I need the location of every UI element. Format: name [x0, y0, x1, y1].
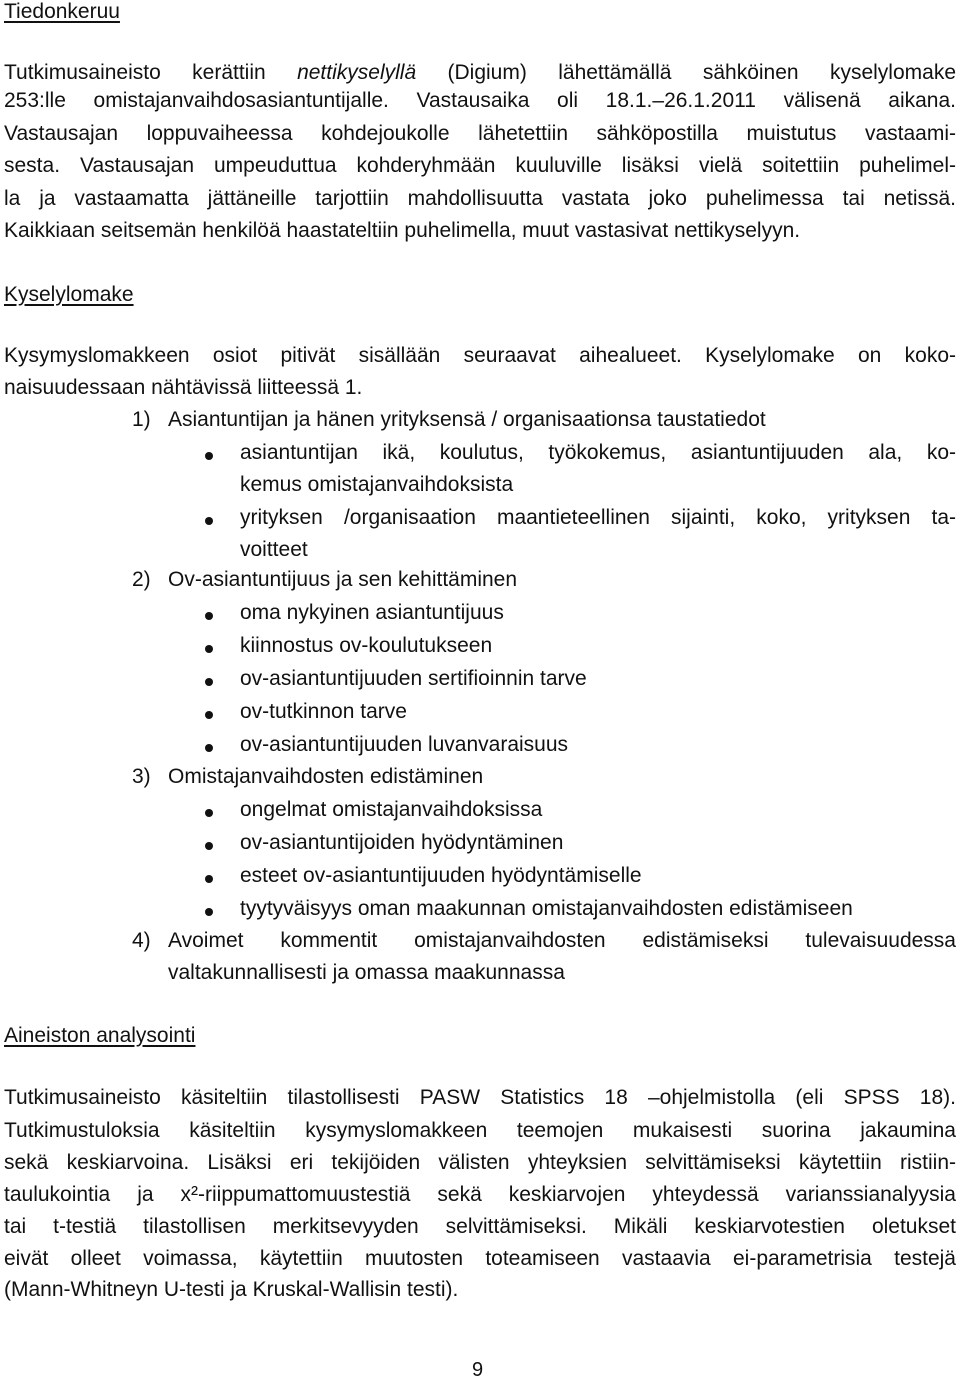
paragraph-line: naisuudessaan nähtävissä liitteessä 1. — [4, 376, 363, 399]
paragraph-line: Tutkimustuloksia käsiteltiin kysymyslomakkeen teemojen mukaisesti suorina jakaumina — [4, 1119, 956, 1142]
bullet-icon — [205, 875, 213, 883]
paragraph-line: eivät olleet voimassa, käytettiin muutosten toteamiseen vastaavia ei-parametrisia testejä — [4, 1247, 956, 1270]
page-number: 9 — [472, 1359, 484, 1381]
paragraph-line: Kysymyslomakkeen osiot pitivät sisällään seuraavat aihealueet. Kyselylomake on koko- — [4, 344, 956, 367]
bullet-icon — [205, 711, 213, 719]
list-number: 2) — [132, 568, 151, 591]
paragraph-line: Tutkimusaineisto käsiteltiin tilastollisesti PASW Statistics 18 –ohjelmistolla (eli SPSS 18). — [4, 1086, 956, 1109]
paragraph-line: taulukointia ja x²-riippumattomuustestiä sekä keskiarvojen yhteydessä varianssianalyysia — [4, 1183, 956, 1206]
bullet-text: esteet ov-asiantuntijuuden hyödyntämiselle — [240, 864, 642, 887]
text-span: Tutkimusaineisto kerättiin — [4, 61, 298, 84]
bullet-text: asiantuntijan ikä, koulutus, työkokemus, asiantuntijuuden ala, ko- — [240, 441, 956, 464]
bullet-icon — [205, 842, 213, 850]
bullet-icon — [205, 612, 213, 620]
list-item-title: Asiantuntijan ja hänen yrityksensä / organisaationsa taustatiedot — [168, 408, 766, 431]
list-number: 4) — [132, 929, 151, 952]
paragraph-line: Vastausajan loppuvaiheessa kohdejoukolle lähetettiin sähköpostilla muistutus vastaami- — [4, 122, 956, 145]
bullet-text: tyytyväisyys oman maakunnan omistajanvaihdosten edistämiseen — [240, 897, 853, 920]
emphasis-text: nettikyselyllä — [297, 61, 417, 84]
bullet-icon — [205, 452, 213, 460]
paragraph-line: sekä keskiarvoina. Lisäksi eri tekijöiden välisten yhteyksien selvittämiseksi käytettiin ristiin- — [4, 1151, 956, 1174]
bullet-text: ov-asiantuntijuuden luvanvaraisuus — [240, 733, 569, 756]
bullet-text: ov-tutkinnon tarve — [240, 700, 407, 723]
list-item-title: Omistajanvaihdosten edistäminen — [168, 765, 484, 788]
bullet-text: oma nykyinen asiantuntijuus — [240, 601, 504, 624]
paragraph-line: sesta. Vastausajan umpeuduttua kohderyhmään kuuluville lisäksi vielä soitettiin puhelimel- — [4, 154, 956, 177]
bullet-icon — [205, 645, 213, 653]
bullet-text: kiinnostus ov-koulutukseen — [240, 634, 493, 657]
paragraph-line: tai t-testiä tilastollisen merkitsevyyden selvittämiseksi. Mikäli keskiarvotestien oletukset — [4, 1215, 956, 1238]
bullet-text: yrityksen /organisaation maantieteellinen sijainti, koko, yrityksen ta- — [240, 506, 956, 529]
bullet-icon — [205, 809, 213, 817]
paragraph-line: (Mann-Whitneyn U-testi ja Kruskal-Wallisin testi). — [4, 1278, 459, 1301]
list-number: 1) — [132, 408, 151, 431]
list-item-title: valtakunnallisesti ja omassa maakunnassa — [168, 961, 565, 984]
bullet-text: ov-asiantuntijoiden hyödyntäminen — [240, 831, 564, 854]
bullet-text: voitteet — [240, 538, 308, 561]
bullet-icon — [205, 517, 213, 525]
paragraph-line: Kaikkiaan seitsemän henkilöä haastateltiin puhelimella, muut vastasivat nettikyselyyn. — [4, 219, 801, 242]
bullet-text: ov-asiantuntijuuden sertifioinnin tarve — [240, 667, 587, 690]
list-number: 3) — [132, 765, 151, 788]
bullet-icon — [205, 908, 213, 916]
bullet-icon — [205, 744, 213, 752]
section-heading-tiedonkeruu: Tiedonkeruu — [4, 0, 120, 23]
bullet-icon — [205, 678, 213, 686]
section-heading-aineiston-analysointi: Aineiston analysointi — [4, 1024, 196, 1047]
section-heading-kyselylomake: Kyselylomake — [4, 283, 134, 306]
list-item-title: Ov-asiantuntijuus ja sen kehittäminen — [168, 568, 518, 591]
paragraph-line: 253:lle omistajanvaihdosasiantuntijalle. Vastausaika oli 18.1.–26.1.2011 välisenä aikana. — [4, 89, 956, 112]
list-item-title: Avoimet kommentit omistajanvaihdosten edistämiseksi tulevaisuudessa — [168, 929, 956, 952]
bullet-text: ongelmat omistajanvaihdoksissa — [240, 798, 543, 821]
text-span: (Digium) lähettämällä sähköinen kyselylomake — [416, 61, 956, 84]
paragraph-line: la ja vastaamatta jättäneille tarjottiin mahdollisuutta vastata joko puhelimessa tai netissä. — [4, 187, 956, 210]
bullet-text: kemus omistajanvaihdoksista — [240, 473, 514, 496]
